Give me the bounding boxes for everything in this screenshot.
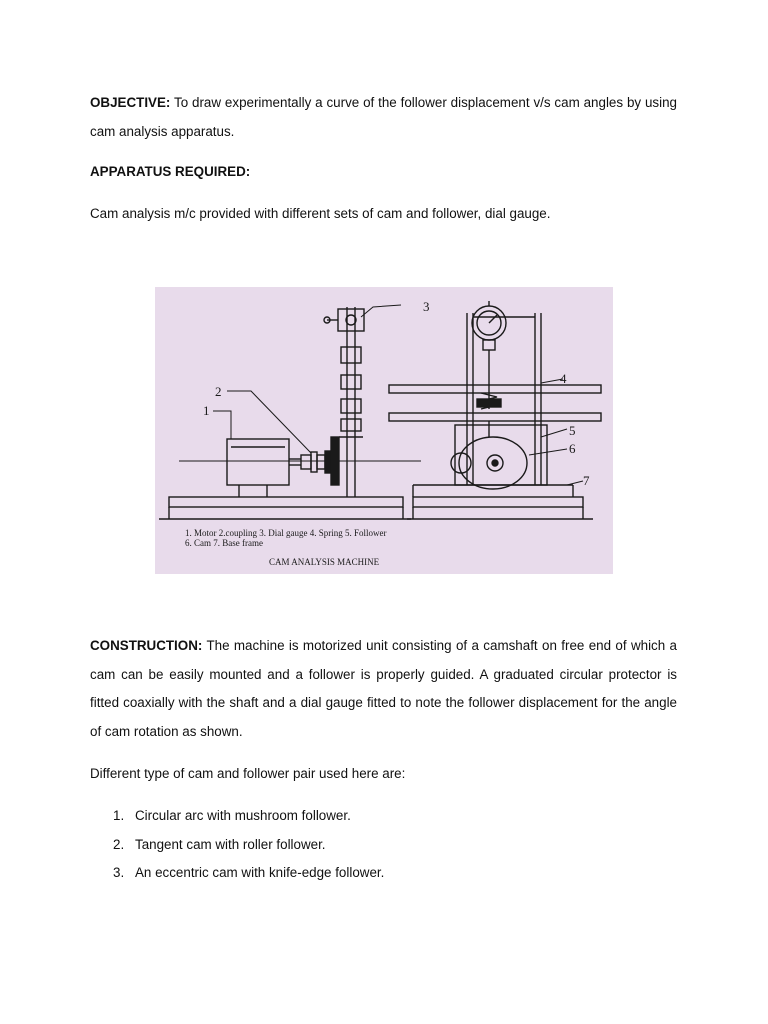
pairs-intro: Different type of cam and follower pair used here are: xyxy=(90,766,406,781)
motor xyxy=(227,439,301,485)
objective-paragraph xyxy=(90,89,677,146)
objective-text: To draw experimentally a curve of the follower displacement v/s cam angles by using cam analysis apparatus. xyxy=(90,95,677,139)
list-item-number: 1. xyxy=(113,808,125,823)
construction-paragraph xyxy=(90,632,677,746)
callout-1: 1 xyxy=(203,403,210,418)
callout-7: 7 xyxy=(583,473,590,488)
callout-4: 4 xyxy=(560,371,567,386)
list-item xyxy=(90,859,384,888)
leader-lines xyxy=(213,305,583,485)
construction-text: The machine is motorized unit consisting of a camshaft on free end of which a cam can be easily mounted and a follower is properly guided. A graduated circular protector is fitted coaxially with the shaft and a dial gauge fitted to note the follower displacement for the angle of cam rotation as shown. xyxy=(90,638,677,739)
coupling xyxy=(179,451,421,473)
objective-label: OBJECTIVE: xyxy=(90,95,171,110)
list-item-text: An eccentric cam with knife-edge follower. xyxy=(135,865,385,880)
callout-3: 3 xyxy=(423,299,430,314)
list-item-number: 3. xyxy=(113,865,125,880)
cam-analysis-machine-figure xyxy=(155,287,613,574)
callout-6: 6 xyxy=(569,441,576,456)
spring-follower xyxy=(477,393,501,437)
apparatus-text: Cam analysis m/c provided with different sets of cam and follower, dial gauge. xyxy=(90,206,551,221)
cam xyxy=(451,437,527,489)
callout-2: 2 xyxy=(215,384,222,399)
list-item xyxy=(90,802,384,831)
right-base-frame xyxy=(407,485,593,519)
list-item-text: Circular arc with mushroom follower. xyxy=(135,808,351,823)
apparatus-heading: APPARATUS REQUIRED: xyxy=(90,164,251,179)
cam-follower-list xyxy=(90,802,384,888)
list-item-text: Tangent cam with roller follower. xyxy=(135,836,326,852)
list-item xyxy=(90,831,384,860)
left-base-frame xyxy=(159,485,411,519)
callout-5: 5 xyxy=(569,423,576,438)
construction-label: CONSTRUCTION: xyxy=(90,638,203,653)
figure-legend-line-2: 6. Cam 7. Base frame xyxy=(185,538,263,548)
list-item-number: 2. xyxy=(113,836,125,852)
figure-legend-line-1: 1. Motor 2.coupling 3. Dial gauge 4. Spring 5. Follower xyxy=(185,528,387,538)
figure-caption: CAM ANALYSIS MACHINE xyxy=(269,557,380,567)
